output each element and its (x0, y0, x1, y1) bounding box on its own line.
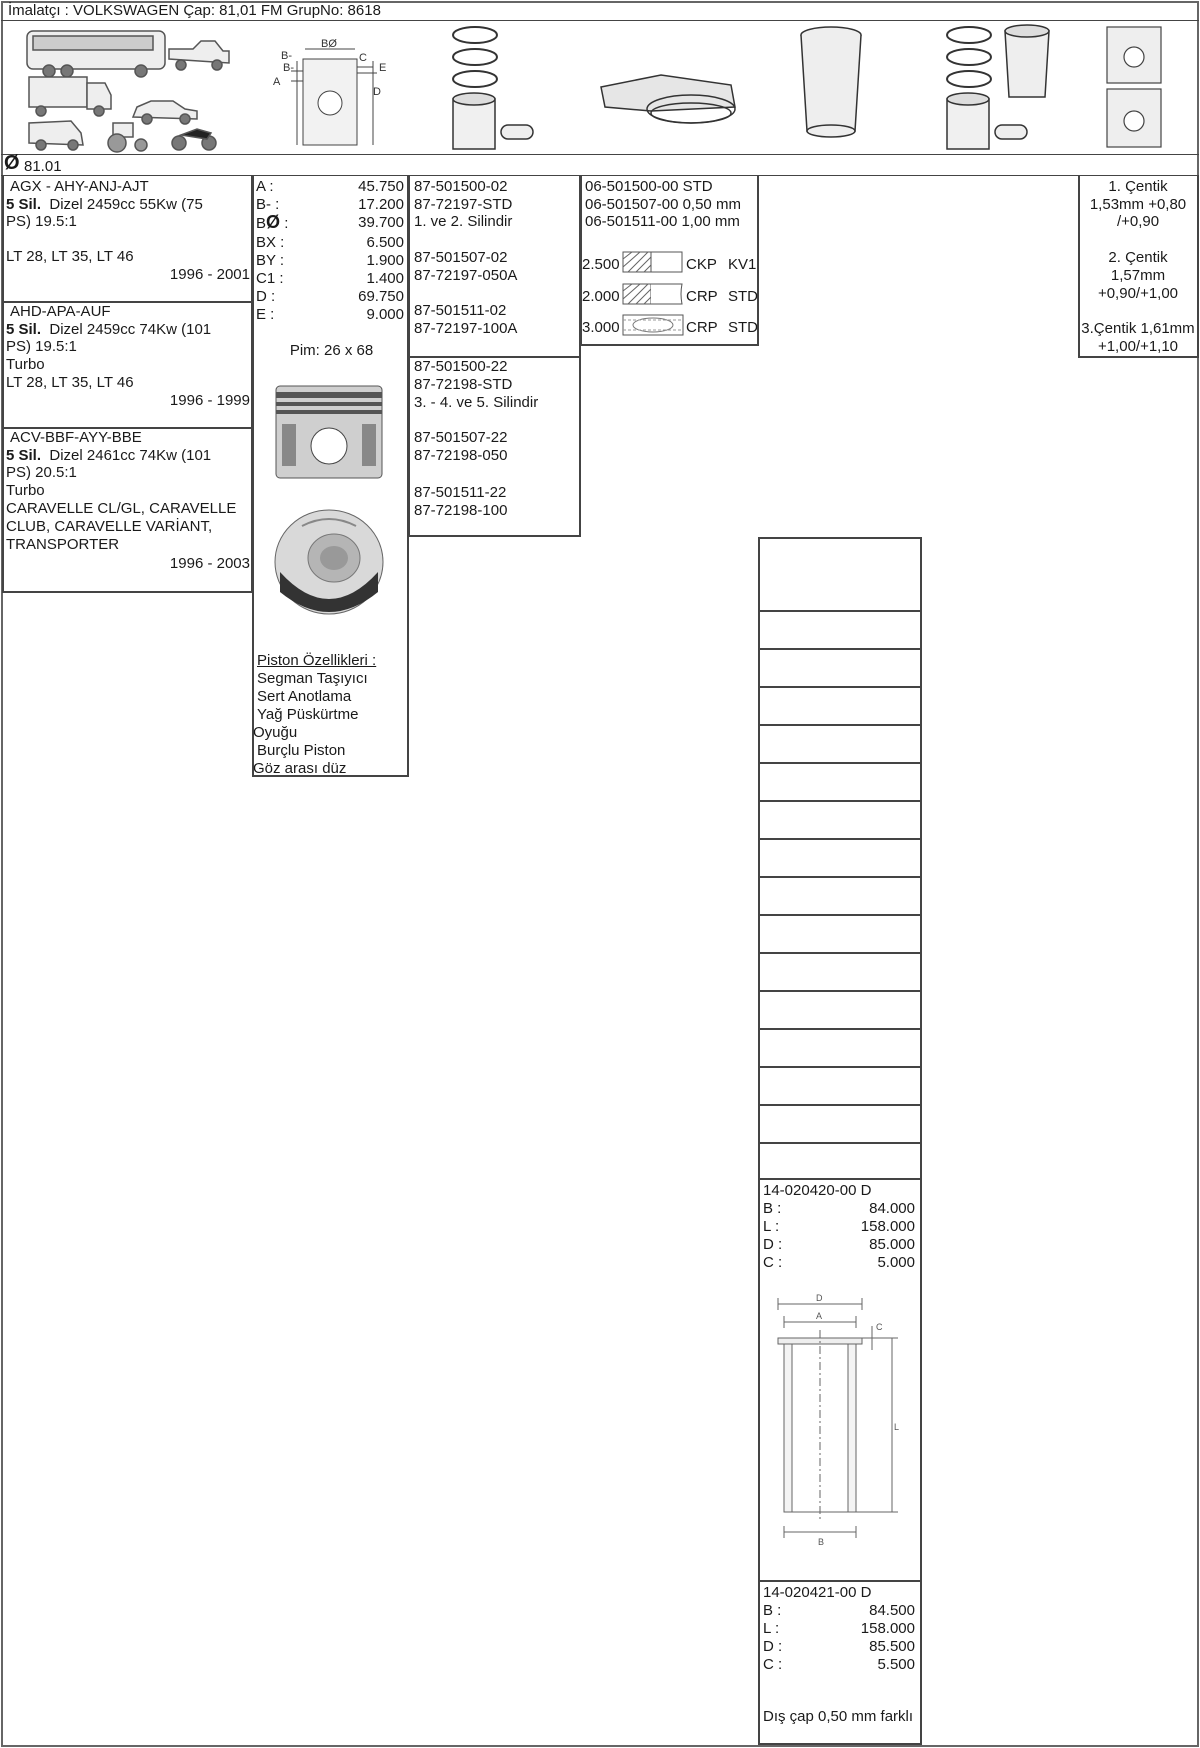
app-3-code: ACV-BBF-AYY-BBE (10, 429, 142, 446)
icon-strip (1, 21, 1199, 154)
app-2-compression: PS) 19.5:1 (6, 338, 77, 355)
dim-bdia-label (256, 214, 288, 232)
dim-bdia-suffix: : (280, 215, 289, 232)
liner-2-l-value: 158.000 (860, 1620, 915, 1637)
piston-a-line-6: 87-72197-050A (414, 267, 518, 284)
piston-section-icon (1107, 27, 1161, 147)
feature-item-6: Göz arası düz (253, 760, 347, 777)
piston-a-line-8: 87-501511-02 (414, 302, 507, 319)
feature-item-3: Yağ Püskürtme (257, 706, 359, 723)
app-1-years: 1996 - 2001 (169, 266, 250, 283)
app-3-models-line-3: TRANSPORTER (6, 536, 120, 553)
app-2-years: 1996 - 1999 (169, 392, 250, 409)
notch-line-2: 1,53mm +0,80 (1089, 196, 1187, 213)
dim-b-label: B- : (256, 196, 280, 213)
app-3-cylinders: 5 Sil. (6, 447, 42, 464)
liner-label-a: A (816, 1311, 823, 1321)
dim-bdia-value: 39.700 (358, 214, 404, 231)
dim-bdia-prefix: B (256, 215, 267, 232)
ring-set-3: 06-501511-00 1,00 mm (585, 213, 740, 230)
piston-rings-icon (453, 27, 533, 149)
app-1-models: LT 28, LT 35, LT 46 (6, 248, 134, 265)
icon-strip-divider (1, 154, 1199, 155)
diameter-icon: Ø (266, 212, 281, 232)
diagram-label-a: A (273, 76, 281, 88)
piston-b-line-5: 87-501507-22 (414, 429, 508, 446)
app-1-compression: PS) 19.5:1 (6, 213, 77, 230)
dim-e-value: 9.000 (366, 306, 404, 323)
liner-2-code: 14-020421-00 D (763, 1584, 872, 1601)
notch-line-6: 1,57mm (1110, 267, 1166, 284)
liner-2-l-label: L : (763, 1620, 780, 1637)
liner-label-l: L (894, 1422, 900, 1432)
app-2-cylinders: 5 Sil. (6, 321, 42, 338)
liner-1-l-label: L : (763, 1218, 780, 1235)
app-3-engine-text: Dizel 2461cc 74Kw (101 (49, 447, 212, 464)
liner-1-b-value: 84.000 (869, 1200, 915, 1217)
liner-label-d: D (816, 1293, 823, 1303)
liner-1-b-label: B : (763, 1200, 782, 1217)
liner-1-c-label: C : (763, 1254, 783, 1271)
piston-dimension-diagram-icon (273, 38, 386, 145)
app-1-cylinders: 5 Sil. (6, 196, 42, 213)
pin-size: Pim: 26 x 68 (289, 342, 374, 359)
ring-2-profile-icon (622, 283, 684, 305)
ring-set-1: 06-501500-00 STD (585, 178, 713, 195)
dim-bx-label: BX : (256, 234, 285, 251)
app-2-engine (6, 321, 211, 338)
piston-a-line-1: 87-501500-02 (414, 178, 508, 195)
liner-label-c: C (876, 1322, 883, 1332)
dim-by-label: BY : (256, 252, 285, 269)
piston-b-line-9: 87-72198-100 (414, 502, 508, 519)
cylinder-liner-icon (801, 27, 861, 137)
liner-1-code: 14-020420-00 D (763, 1182, 872, 1199)
ring-1-type: CKP (686, 256, 717, 273)
piston-a-line-9: 87-72197-100A (414, 320, 518, 337)
diagram-label-b0: BØ (321, 38, 337, 50)
feature-item-4: Oyuğu (253, 724, 298, 741)
ring-1-code: KV1 (728, 256, 757, 273)
notch-line-1: 1. Çentik (1108, 178, 1168, 195)
piston-b-line-6: 87-72198-050 (414, 447, 508, 464)
liner-dimension-drawing (766, 1290, 912, 1550)
dim-bx-value: 6.500 (366, 234, 404, 251)
dim-by-value: 1.900 (366, 252, 404, 269)
dim-e-label: E : (256, 306, 275, 323)
notch-line-10: +1,00/+1,10 (1097, 338, 1179, 355)
piston-crown-image (272, 508, 386, 622)
app-1-engine-text: Dizel 2459cc 55Kw (75 (49, 196, 203, 213)
piston-b-line-1: 87-501500-22 (414, 358, 508, 375)
liner-2-c-value: 5.500 (877, 1656, 915, 1673)
ring-2-code: STD (728, 288, 758, 305)
liner-1-d-label: D : (763, 1236, 783, 1253)
app-3-engine (6, 447, 211, 464)
liner-label-b: B (818, 1537, 825, 1547)
dim-c1-value: 1.400 (366, 270, 404, 287)
liner-2-d-label: D : (763, 1638, 783, 1655)
diagram-label-d: D (373, 86, 381, 98)
app-3-compression: PS) 20.5:1 (6, 464, 77, 481)
feature-item-2: Sert Anotlama (257, 688, 352, 705)
app-1-engine (6, 196, 203, 213)
app-2-engine-text: Dizel 2459cc 74Kw (101 (49, 321, 212, 338)
liner-2-d-value: 85.500 (869, 1638, 915, 1655)
van-icon (29, 121, 83, 150)
piston-b-line-2: 87-72198-STD (414, 376, 513, 393)
app-1-code: AGX - AHY-ANJ-AJT (10, 178, 149, 195)
dim-a-value: 45.750 (358, 178, 404, 195)
piston-features-title: Piston Özellikleri : (257, 652, 377, 669)
ring-3-type: CRP (686, 319, 718, 336)
liner-2-b-label: B : (763, 1602, 782, 1619)
ring-1-width: 2.500 (582, 256, 620, 273)
dim-b-value: 17.200 (358, 196, 404, 213)
ring-1-profile-icon (622, 251, 684, 273)
app-3-turbo: Turbo (6, 482, 45, 499)
pickup-icon (169, 41, 229, 70)
notch-line-7: +0,90/+1,00 (1097, 285, 1179, 302)
ring-3-width: 3.000 (582, 319, 620, 336)
piston-side-image (272, 382, 386, 482)
manufacturer-header: İmalatçı : VOLKSWAGEN Çap: 81,01 FM GrupNo: 8618 (8, 2, 381, 19)
dim-a-label: A : (256, 178, 274, 195)
car-icon (133, 101, 197, 124)
ring-tool-icon (601, 75, 735, 123)
ring-3-profile-icon (622, 314, 684, 336)
liner-2-note: Dış çap 0,50 mm farklı (763, 1708, 914, 1725)
liner-2-c-label: C : (763, 1656, 783, 1673)
diagram-label-b: B- (281, 50, 292, 62)
dim-d-label: D : (256, 288, 276, 305)
notch-line-3: /+0,90 (1116, 213, 1160, 230)
diagram-label-b-inner: B- (283, 62, 294, 74)
notch-line-9: 3.Çentik 1,61mm (1081, 320, 1195, 337)
bus-icon (27, 31, 165, 77)
tractor-icon (108, 123, 147, 152)
ring-set-2: 06-501507-00 0,50 mm (585, 196, 741, 213)
diagram-label-e: E (379, 62, 387, 74)
motorcycle-icon (172, 129, 216, 150)
piston-a-line-3: 1. ve 2. Silindir (414, 213, 513, 230)
diameter-symbol: Ø (4, 152, 20, 174)
feature-item-1: Segman Taşıyıcı (257, 670, 368, 687)
liner-2-b-value: 84.500 (869, 1602, 915, 1619)
app-3-models-line-1: CARAVELLE CL/GL, CARAVELLE (6, 500, 237, 517)
diagram-label-c: C (359, 52, 367, 64)
piston-a-line-2: 87-72197-STD (414, 196, 513, 213)
ring-3-code: STD (728, 319, 758, 336)
dim-d-value: 69.750 (358, 288, 404, 305)
ring-2-type: CRP (686, 288, 718, 305)
piston-b-line-8: 87-501511-22 (414, 484, 507, 501)
app-2-code: AHD-APA-AUF (10, 303, 111, 320)
app-2-models: LT 28, LT 35, LT 46 (6, 374, 134, 391)
app-3-years: 1996 - 2003 (169, 555, 250, 572)
liner-divider (760, 1580, 920, 1582)
diameter-value: 81.01 (24, 158, 62, 175)
ring-2-width: 2.000 (582, 288, 620, 305)
liner-1-l-value: 158.000 (860, 1218, 915, 1235)
feature-item-5: Burçlu Piston (257, 742, 346, 759)
app-3-models-line-2: CLUB, CARAVELLE VARİANT, (6, 518, 213, 535)
piston-a-line-5: 87-501507-02 (414, 249, 508, 266)
liner-1-d-value: 85.000 (869, 1236, 915, 1253)
dim-c1-label: C1 : (256, 270, 284, 287)
liner-empty-rows (760, 537, 920, 1180)
truck-icon (29, 77, 111, 116)
piston-b-line-3: 3. - 4. ve 5. Silindir (414, 394, 539, 411)
app-2-turbo: Turbo (6, 356, 45, 373)
notch-line-5: 2. Çentik (1108, 249, 1168, 266)
liner-1-c-value: 5.000 (877, 1254, 915, 1271)
piston-kit-icon (947, 25, 1049, 149)
